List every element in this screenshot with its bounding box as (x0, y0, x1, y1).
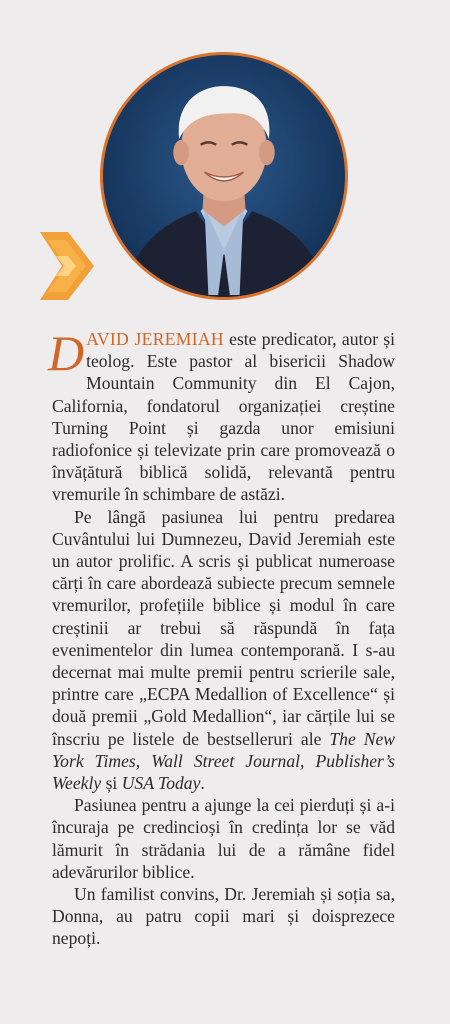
orange-chevron-arrow-icon (38, 226, 96, 306)
bio-paragraph-3: Pasiunea pentru a ajunge la cei pierduți și a-i încuraja pe credincioși în credința lor se văd lămurit în strădania lui de a rămâne fidel adevărurilor biblice. (52, 795, 395, 882)
paragraph-end: . (200, 773, 205, 794)
author-portrait (100, 52, 348, 300)
conjunction: și (101, 773, 122, 794)
bio-paragraph-1-text: este predicator, autor și teolog. Este pastor al bisericii Shadow Mountain Community din El Cajon, California, fondatorul organizației creștine Turning Point și gazda unor emisiuni radiofonice și televizate prin care promovează o învățătură biblică solidă, relevantă pentru vremurile în schimbare de astăzi. (52, 329, 395, 505)
portrait-image (103, 55, 345, 297)
bio-paragraph-2-text: Pe lângă pasiunea lui pentru predarea Cuvântului lui Dumnezeu, David Jeremiah este un autor prolific. A scris și publicat numeroase cărți în care abordează subiecte precum semnele vremurilor, profețiile biblice și modul în care creștinii ar trebui să răspundă în fața evenimentelor din lumea contemporană. I s-au decernat mai multe premii pentru scrierile sale, printre care „ECPA Medallion of Excellence“ și două premii „Gold Medallion“, iar cărțile lui se înscriu pe listele de bestselleruri ale (52, 506, 395, 749)
bio-paragraph-4: Un familist convins, Dr. Jeremiah și soția sa, Donna, au patru copii mari și doisprezece nepoți. (52, 884, 395, 949)
bio-paragraph-2 (52, 506, 395, 795)
author-biography (48, 325, 395, 950)
bio-paragraph-1 (48, 325, 395, 506)
author-name: AVID JEREMIAH (86, 329, 224, 349)
drop-cap: D (48, 325, 85, 381)
publication-usa-today: USA Today (121, 773, 201, 794)
publication-list: The New York Times, Wall Street Journal, Publisher’s Weekly (52, 728, 395, 794)
